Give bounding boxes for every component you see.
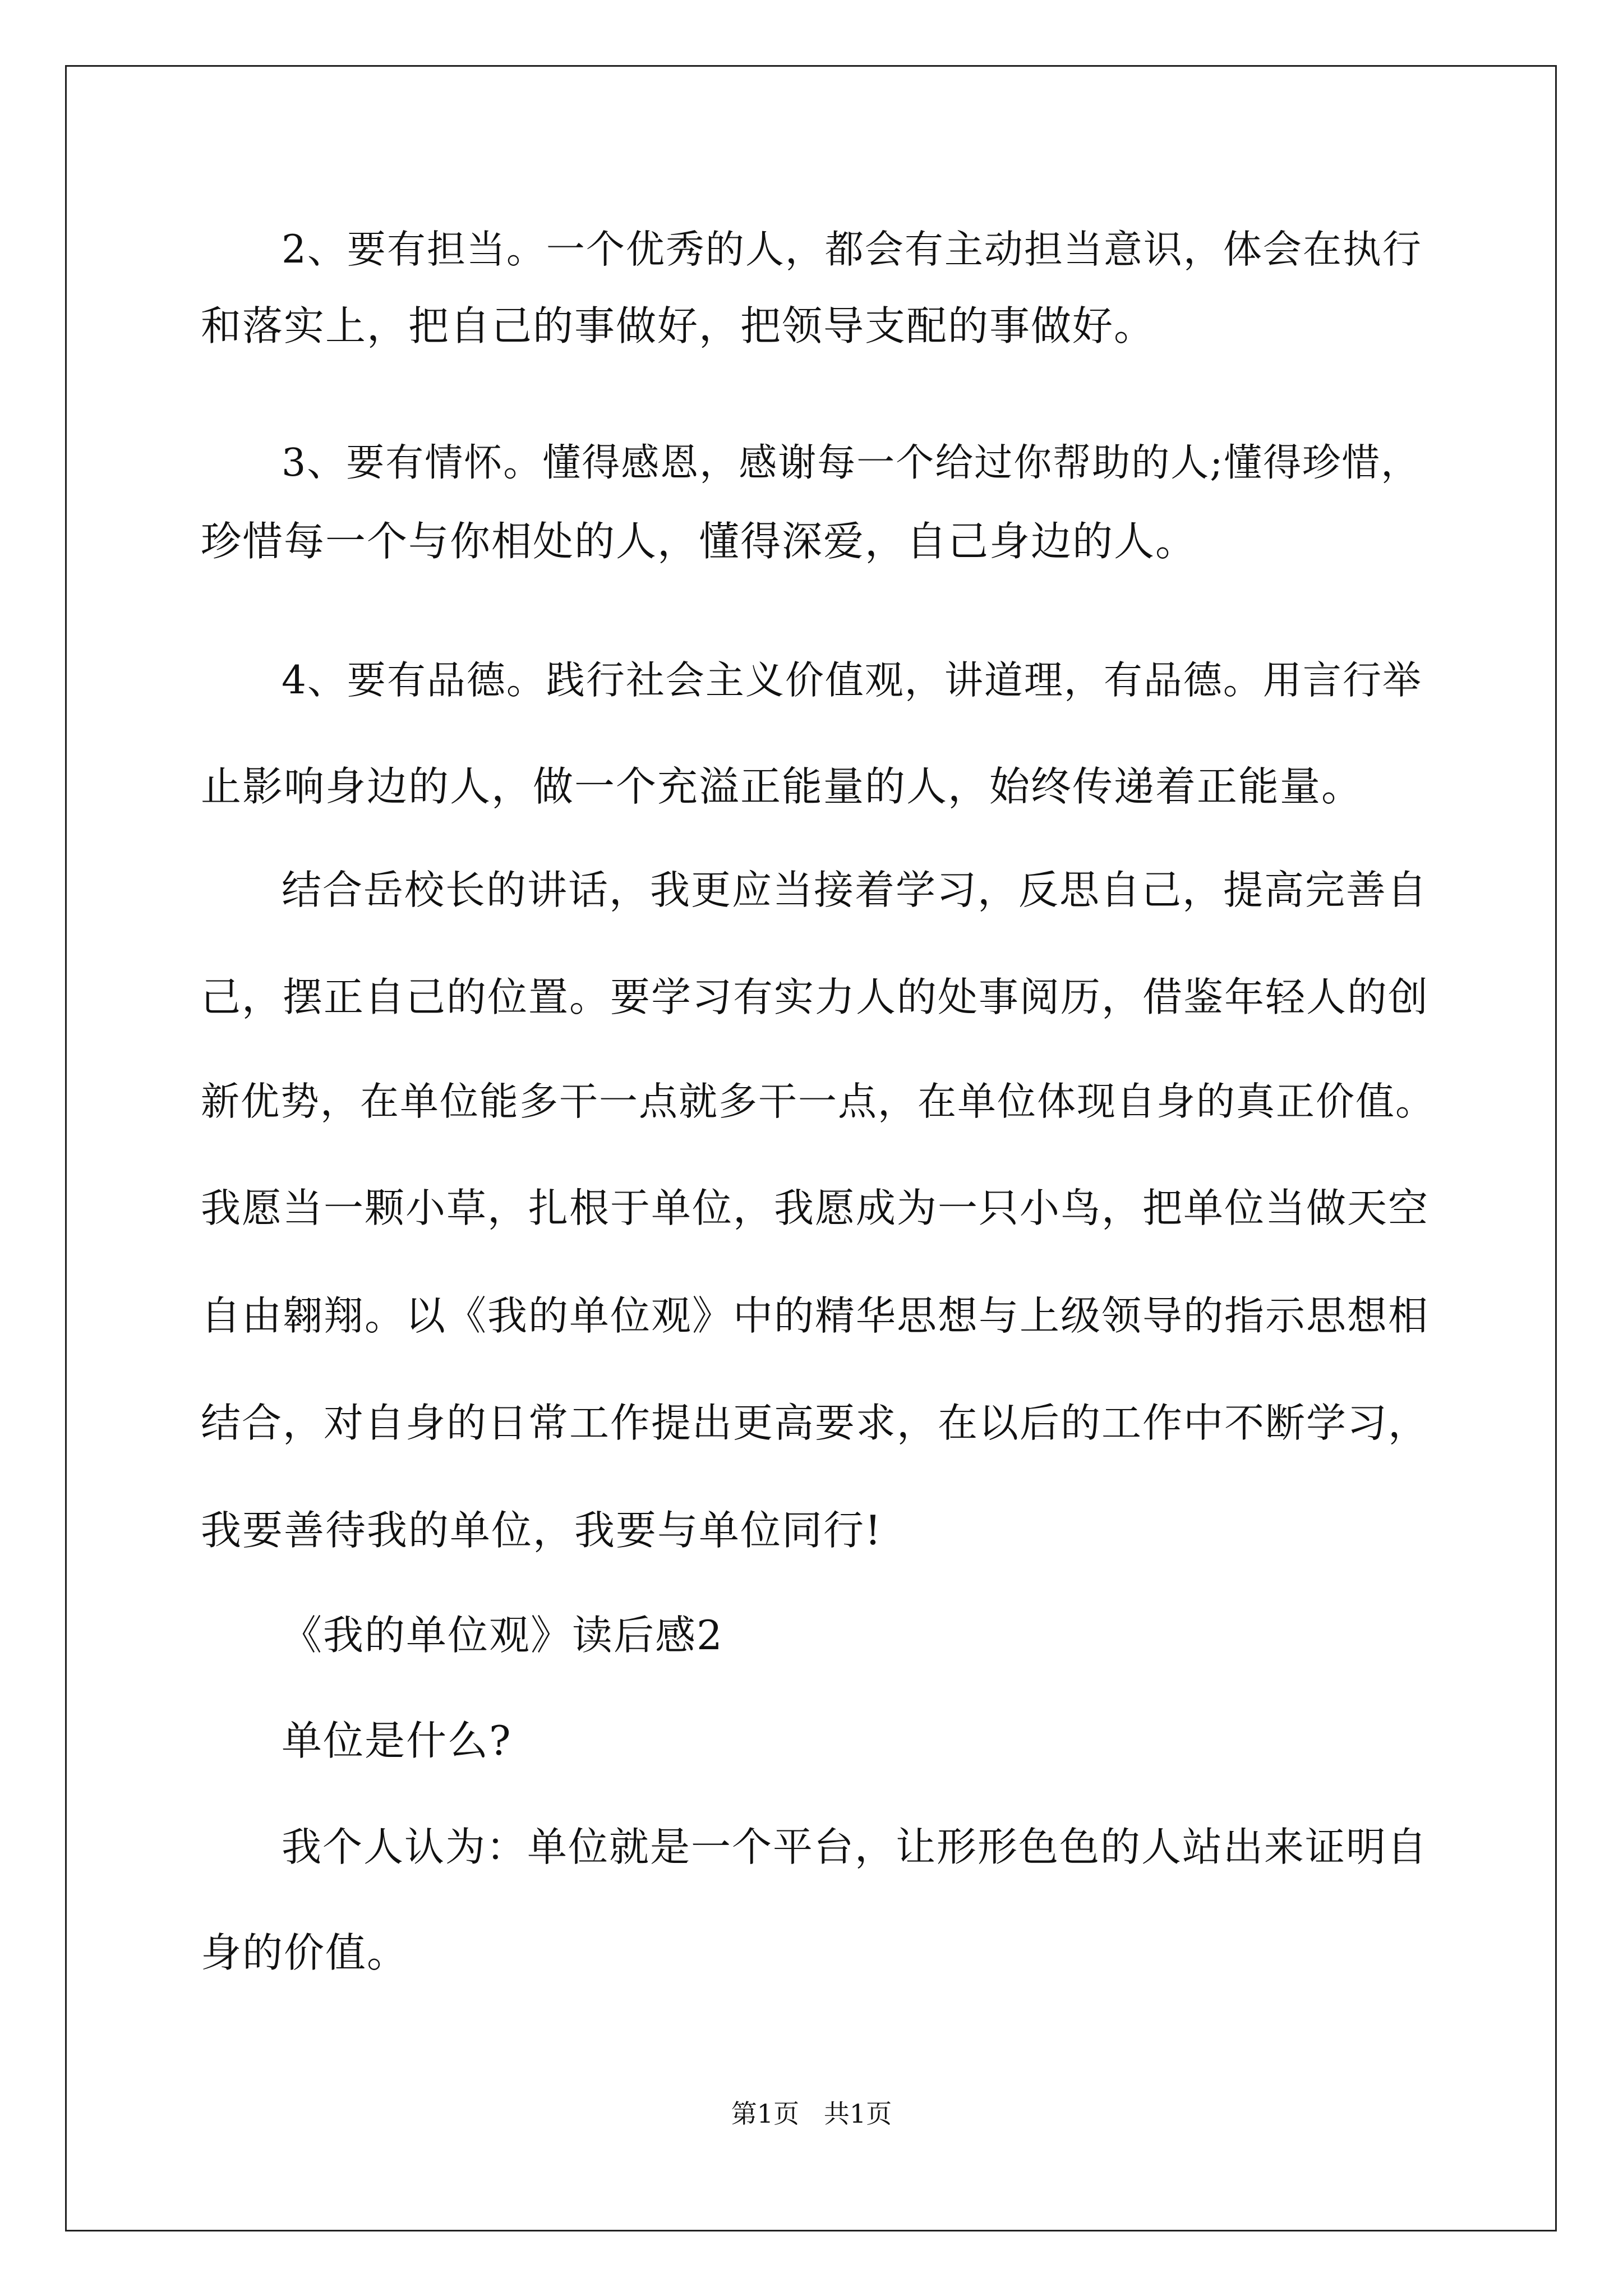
paragraph-line: 和落实上，把自己的事做好，把领导支配的事做好。 <box>201 302 1156 349</box>
paragraph-line: 单位是什么? <box>282 1717 512 1764</box>
paragraph-line: 止影响身边的人，做一个充溢正能量的人，始终传递着正能量。 <box>201 763 1363 810</box>
paragraph-line: 我愿当一颗小草，扎根于单位，我愿成为一只小鸟，把单位当做天空 <box>201 1185 1430 1231</box>
paragraph-line: 新优势，在单位能多干一点就多干一点，在单位体现自身的真正价值。 <box>201 1079 1435 1124</box>
paragraph-line: 己，摆正自己的位置。要学习有实力人的处事阅历，借鉴年轻人的创 <box>201 974 1430 1020</box>
paragraph-line: 4、要有品德。践行社会主义价值观，讲道理，有品德。用言行举 <box>282 658 1422 703</box>
paragraph-line: 身的价值。 <box>201 1929 409 1976</box>
paragraph-line: 珍惜每一个与你相处的人，懂得深爱，自己身边的人。 <box>201 518 1197 565</box>
paragraph-line: 结合岳校长的讲话，我更应当接着学习，反思自己，提高完善自 <box>282 867 1428 913</box>
paragraph-line: 自由翱翔。以《我的单位观》中的精华思想与上级领导的指示思想相 <box>201 1292 1430 1339</box>
page-border <box>65 65 1557 2231</box>
paragraph-line: 我个人认为：单位就是一个平台，让形形色色的人站出来证明自 <box>282 1824 1428 1870</box>
paragraph-line: 我要善待我的单位，我要与单位同行! <box>201 1507 882 1554</box>
section-heading: 《我的单位观》读后感2 <box>282 1612 723 1659</box>
page-number-footer: 第1页 共1页 <box>731 2099 892 2129</box>
paragraph-line: 2、要有担当。一个优秀的人，都会有主动担当意识，体会在执行 <box>282 227 1422 272</box>
paragraph-line: 3、要有情怀。懂得感恩，感谢每一个给过你帮助的人;懂得珍惜， <box>282 441 1421 485</box>
paragraph-line: 结合，对自身的日常工作提出更高要求，在以后的工作中不断学习， <box>201 1400 1430 1446</box>
